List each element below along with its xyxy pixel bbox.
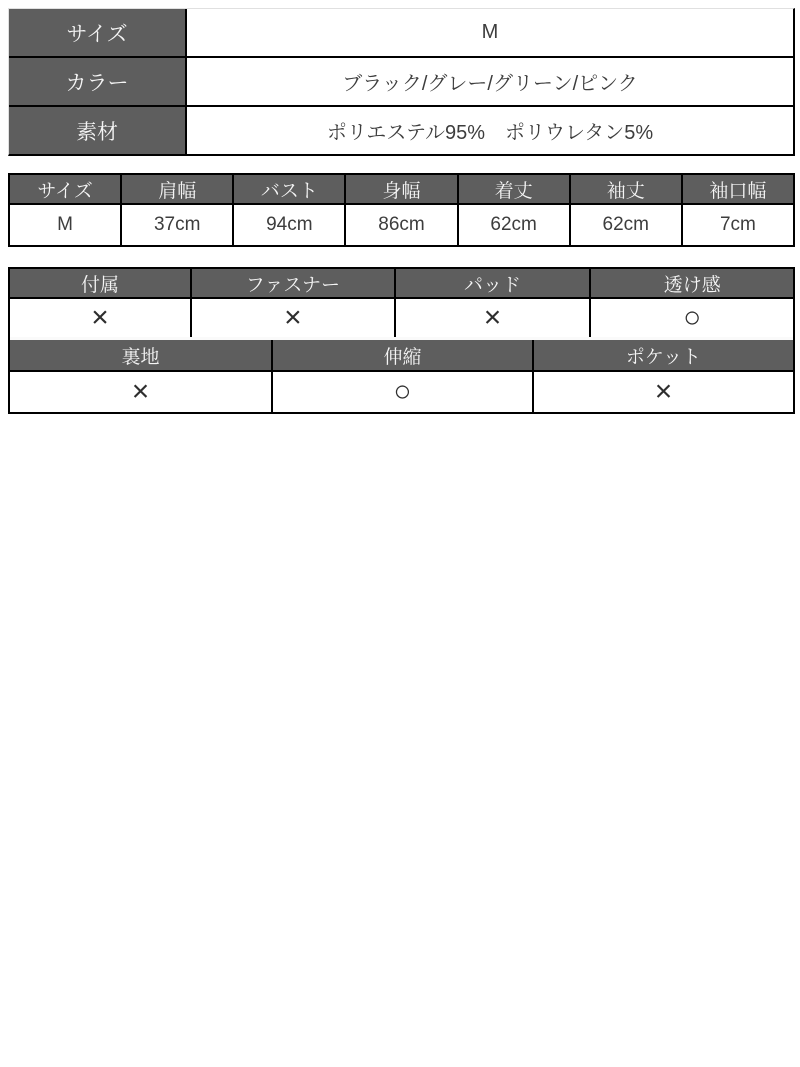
features-table [8, 267, 795, 414]
header-cell-zipper: ファスナー [190, 269, 394, 297]
spec-label-material: 素材 [9, 107, 187, 154]
spec-value-color: ブラック/グレー/グリーン/ピンク [187, 58, 793, 105]
header-cell-size: サイズ [10, 175, 120, 203]
table-row [10, 372, 793, 412]
header-cell-bust: バスト [232, 175, 344, 203]
table-header-row [10, 175, 793, 205]
value-cell-size: M [10, 205, 120, 245]
header-cell-sleeve-length: 袖丈 [569, 175, 681, 203]
header-cell-pad: パッド [394, 269, 590, 297]
features-section-1 [10, 269, 793, 337]
value-cell-shoulder-width: 37cm [120, 205, 232, 245]
header-cell-pocket: ポケット [532, 340, 793, 370]
value-cell-body-width: 86cm [344, 205, 456, 245]
cross-mark: × [131, 375, 150, 408]
product-spec-table [8, 8, 795, 156]
value-cell-stretch [271, 372, 532, 412]
cross-mark: × [654, 375, 673, 408]
circle-mark: ○ [683, 301, 702, 334]
header-cell-accessories: 付属 [10, 269, 190, 297]
header-cell-lining: 裏地 [10, 340, 271, 370]
header-cell-length: 着丈 [457, 175, 569, 203]
cross-mark: × [483, 301, 502, 334]
cross-mark: × [91, 301, 109, 334]
table-row [9, 105, 793, 154]
table-header-row [10, 340, 793, 372]
product-spec-sheet [8, 8, 795, 414]
value-cell-lining [10, 372, 271, 412]
circle-mark: ○ [393, 375, 412, 408]
value-cell-bust: 94cm [232, 205, 344, 245]
header-cell-body-width: 身幅 [344, 175, 456, 203]
value-cell-cuff-width: 7cm [681, 205, 793, 245]
value-cell-sleeve-length: 62cm [569, 205, 681, 245]
table-row [10, 299, 793, 337]
value-cell-pocket [532, 372, 793, 412]
value-cell-pad [394, 299, 590, 337]
features-section-2 [10, 337, 793, 412]
table-row [9, 9, 793, 56]
table-row [9, 56, 793, 105]
cross-mark: × [284, 301, 302, 334]
spec-label-color: カラー [9, 58, 187, 105]
value-cell-length: 62cm [457, 205, 569, 245]
header-cell-stretch: 伸縮 [271, 340, 532, 370]
table-header-row [10, 269, 793, 299]
spec-label-size: サイズ [9, 9, 187, 56]
value-cell-zipper [190, 299, 394, 337]
header-cell-sheerness: 透け感 [589, 269, 793, 297]
value-cell-sheerness [589, 299, 793, 337]
spec-value-material: ポリエステル95% ポリウレタン5% [187, 107, 793, 154]
header-cell-shoulder-width: 肩幅 [120, 175, 232, 203]
spec-value-size: M [187, 9, 793, 56]
value-cell-accessories [10, 299, 190, 337]
header-cell-cuff-width: 袖口幅 [681, 175, 793, 203]
size-measurements-table [8, 173, 795, 247]
table-row [10, 205, 793, 245]
